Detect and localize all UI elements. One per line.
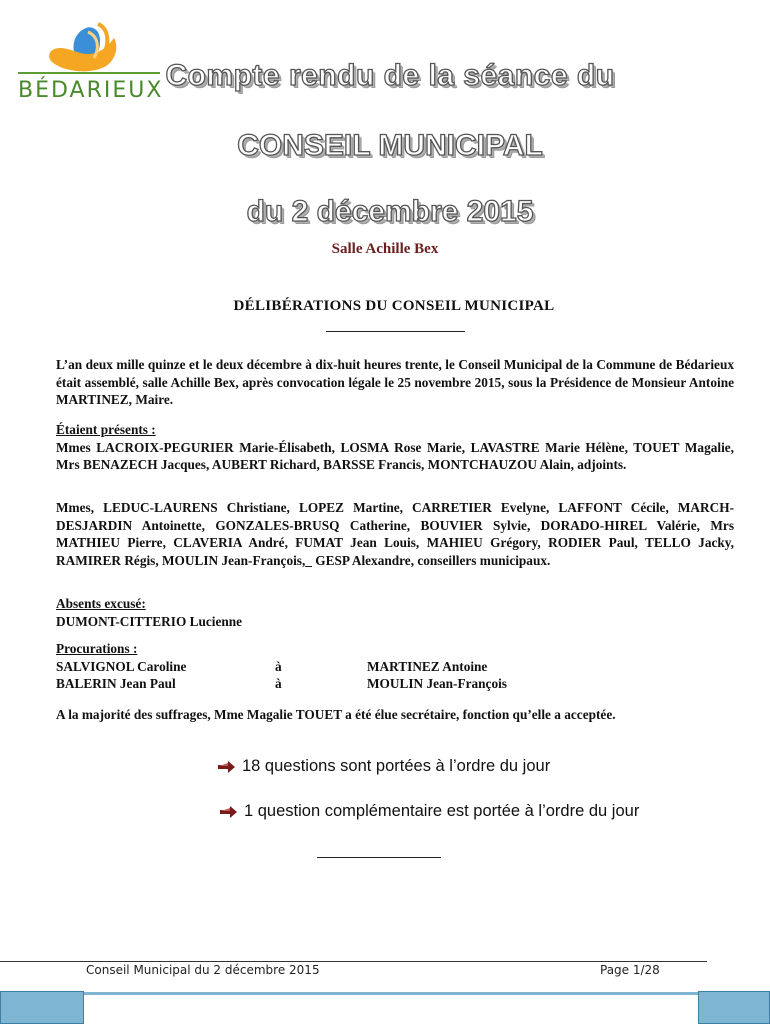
arrow-bullet-icon bbox=[218, 760, 236, 774]
divider bbox=[326, 331, 465, 332]
logo-text: BÉDARIEUX bbox=[18, 78, 164, 103]
footer-bar-line bbox=[84, 992, 698, 995]
title-line-1: Compte rendu de la séance du bbox=[165, 59, 615, 92]
procuration-from: SALVIGNOL Caroline bbox=[56, 658, 187, 674]
procuration-sep: à bbox=[275, 676, 282, 691]
procuration-from: BALERIN Jean Paul bbox=[56, 676, 176, 691]
agenda-item bbox=[218, 757, 550, 776]
procurations-label: Procurations : bbox=[56, 641, 138, 656]
procuration-to: MOULIN Jean-François bbox=[367, 676, 507, 691]
procuration-row bbox=[56, 658, 734, 676]
secretary-paragraph: A la majorité des suffrages, Mme Magalie TOUET a été élue secrétaire, fonction qu’elle a acceptée. bbox=[56, 707, 616, 722]
present-adjoints-block bbox=[56, 421, 734, 474]
footer-bar-right bbox=[698, 991, 770, 1024]
absents-names: DUMONT-CITTERIO Lucienne bbox=[56, 613, 243, 629]
absents-block bbox=[56, 595, 734, 630]
arrow-bullet-icon bbox=[220, 805, 238, 819]
procurations-block bbox=[56, 640, 734, 693]
absents-label: Absents excusé: bbox=[56, 596, 146, 611]
intro-paragraph: L’an deux mille quinze et le deux décembre à dix-huit heures trente, le Conseil Municipal de la Commune de Bédarieux était assemblé, salle Achille Bex, après convocation légale le 25 novembre 2015, sous la Présidence de Monsieur Antoine MARTINEZ, Maire. bbox=[56, 357, 734, 407]
footer-title: Conseil Municipal du 2 décembre 2015 bbox=[86, 963, 320, 977]
footer-bar-left bbox=[0, 991, 84, 1024]
deliberations-heading: DÉLIBÉRATIONS DU CONSEIL MUNICIPAL bbox=[233, 298, 555, 314]
divider bbox=[317, 857, 441, 858]
page-number: Page 1/28 bbox=[600, 963, 660, 977]
title-line-2: CONSEIL MUNICIPAL bbox=[237, 129, 543, 162]
agenda-item bbox=[220, 802, 639, 821]
agenda-item-text: 1 question complémentaire est portée à l’ordre du jour bbox=[244, 802, 640, 820]
procuration-row bbox=[56, 675, 734, 693]
procuration-to: MARTINEZ Antoine bbox=[367, 658, 488, 674]
present-adjoints: Mmes LACROIX-PEGURIER Marie-Élisabeth, LOSMA Rose Marie, LAVASTRE Marie Hélène, TOUET Magalie, Mrs BENAZECH Jacques, AUBERT Richard, BARSSE Francis, MONTCHAUZOU Alain, adjoints. bbox=[56, 439, 734, 472]
present-conseillers: Mmes, LEDUC-LAURENS Christiane, LOPEZ Martine, CARRETIER Evelyne, LAFFONT Cécile, MARCH-DESJARDIN Antoinette, GONZALES-BRUSQ Catherine, BOUVIER Sylvie, DORADO-HIREL Valérie, Mrs MATHIEU Pierre, CLAVERIA André, FUMAT Jean Louis, MAHIEU Grégory, RODIER Paul, TELLO Jacky, RAMIRER Régis, MOULIN Jean-François,_ GESP Alexandre, conseillers municipaux. bbox=[56, 500, 734, 568]
footer-divider bbox=[0, 961, 707, 962]
venue: Salle Achille Bex bbox=[331, 241, 439, 257]
procuration-sep: à bbox=[275, 658, 282, 674]
present-label: Étaient présents : bbox=[56, 422, 156, 437]
agenda-item-text: 18 questions sont portées à l’ordre du jour bbox=[242, 757, 551, 775]
title-line-3: du 2 décembre 2015 bbox=[246, 195, 534, 228]
